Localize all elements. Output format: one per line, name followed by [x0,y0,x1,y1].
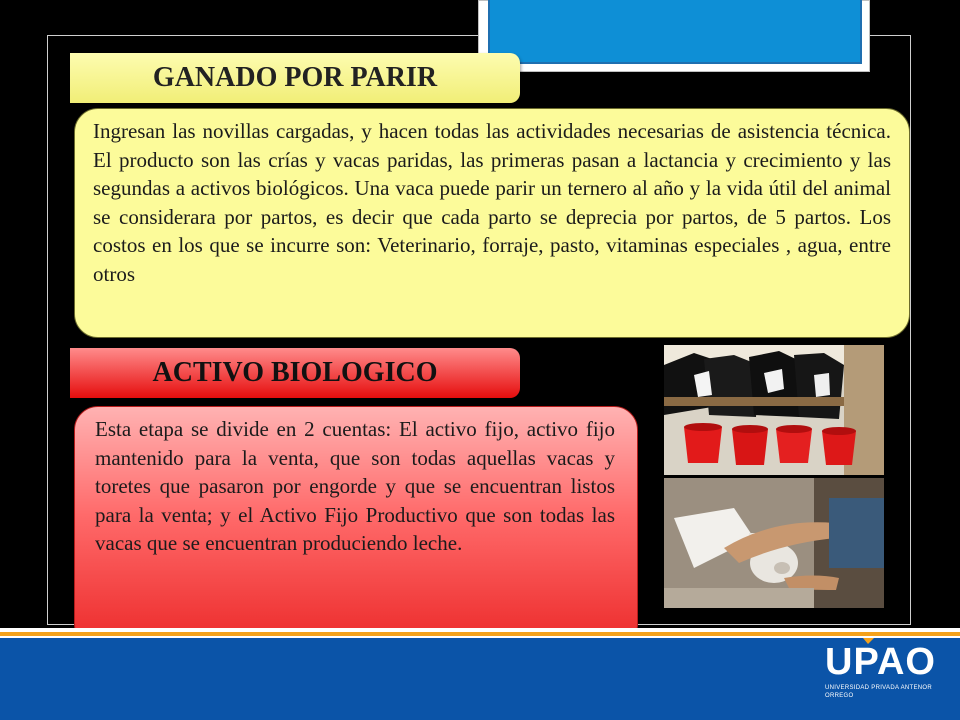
section-body-ganado: Ingresan las novillas cargadas, y hacen todas las actividades necesarias de asistencia técnica. El producto son las crías y vacas paridas, las primeras pasan a lactancia y crecimiento y las segundas a activos biológicos. Una vaca puede parir un ternero al año y la vida útil del animal se considerara por partos, es decir que cada parto se deprecia por partos, de 5 partos. Los costos en los que se incurre son: Veterinario, forraje, pasto, vitaminas especiales , agua, entre otros [74,108,910,338]
section-body-activo: Esta etapa se divide en 2 cuentas: El activo fijo, activo fijo mantenido para la venta, que son todas aquellas vacas y toretes que pasaron por engorde y que se encuentran listos para la venta; y el Activo Fijo Productivo que son todas las vacas que se encuentran produciendo leche. [74,406,638,648]
top-decoration-box [488,0,862,64]
section-title-ganado: GANADO POR PARIR [70,53,520,103]
logo-wordmark: UPAO [825,641,936,683]
section-title-activo: ACTIVO BIOLOGICO [70,348,520,398]
upao-logo [825,642,940,700]
bottle-feeding-calf-photo [664,478,884,608]
logo-subtitle: UNIVERSIDAD PRIVADA ANTENOR ORREGO [825,685,933,699]
footer-bar [0,628,960,720]
calves-feeding-buckets-photo [664,345,884,475]
